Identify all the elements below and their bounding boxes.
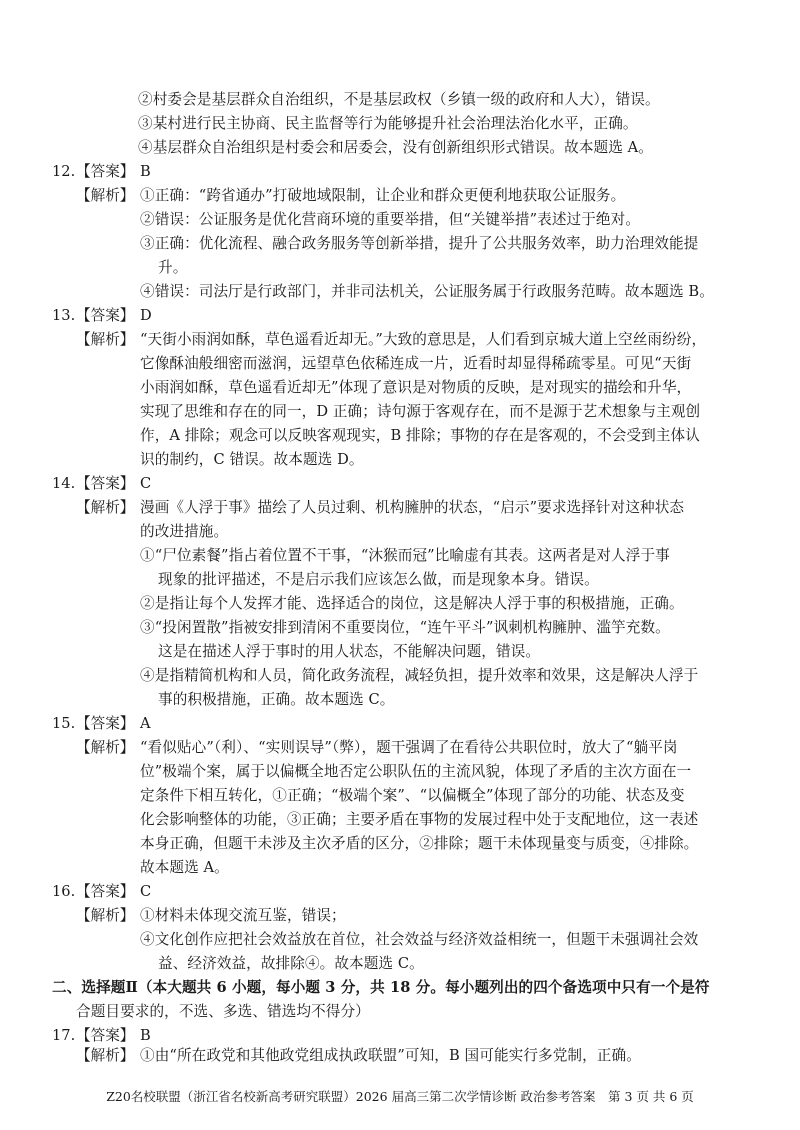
- answer-value: B: [140, 163, 151, 180]
- text-line: 本身正确，但题干未涉及主次矛盾的区分，②排除；题干未体现量变与质变，④排除。: [140, 835, 699, 852]
- text-line: ③某村进行民主协商、民主监督等行为能够提升社会治理法治化水平，正确。: [138, 115, 638, 132]
- text-line: 实现了思维和存在的同一，D 正确；诗句源于客观存在，而不是源于艺术想象与主观创: [140, 403, 701, 420]
- text-line: 这是在描述人浮于事时的用人状态，不能解决问题，错误。: [158, 643, 541, 660]
- analysis-label: 【解析】: [76, 1047, 135, 1064]
- text-line: ④基层群众自治组织是村委会和居委会，没有创新组织形式错误。故本题选 A。: [138, 139, 653, 156]
- text-line: ③正确：优化流程、融合政务服务等创新举措，提升了公共服务效率，助力治理效能提: [140, 235, 699, 252]
- analysis-label: 【解析】: [76, 739, 135, 756]
- answer-value: D: [140, 307, 152, 324]
- answer-label: 【答案】: [76, 1027, 135, 1044]
- analysis-label: 【解析】: [76, 907, 135, 924]
- text-line: 识的制约，C 错误。故本题选 D。: [140, 451, 364, 468]
- answer-label: 【答案】: [76, 163, 135, 180]
- text-line: 漫画《人浮于事》描绘了人员过剩、机构臃肿的状态，“启示”要求选择针对这种状态: [140, 499, 685, 516]
- text-line: ①正确：“跨省通办”打破地域限制，让企业和群众更便利地获取公证服务。: [140, 187, 626, 204]
- text-line: “天街小雨润如酥，草色遥看近却无。”大致的意思是，人们看到京城大道上空丝雨纷纷，: [140, 331, 707, 348]
- text-line: ①材料未体现交流互鉴，错误；: [140, 907, 346, 924]
- text-line: 现象的批评描述，不是启示我们应该怎么做，而是现象本身。错误。: [158, 571, 599, 588]
- question-number: 15.: [52, 715, 76, 732]
- text-line: 事的积极措施，正确。故本题选 C。: [158, 691, 395, 708]
- text-line: ④文化创作应把社会效益放在首位，社会效益与经济效益相统一，但题干未强调社会效: [140, 931, 699, 948]
- text-line: ①“尸位素餐”指占着位置不干事，“沐猴而冠”比喻虚有其表。这两者是对人浮于事: [140, 547, 670, 564]
- answer-value: A: [140, 715, 151, 732]
- section-title-continued: 合题目要求的，不选、多选、错选均不得分）: [76, 1003, 370, 1020]
- text-line: 化会影响整体的功能，③正确；主要矛盾在事物的发展过程中处于支配地位，这一表述: [140, 811, 699, 828]
- text-line: 益、经济效益，故排除④。故本题选 C。: [158, 955, 424, 972]
- text-line: ②村委会是基层群众自治组织，不是基层政权（乡镇一级的政府和人大），错误。: [138, 91, 660, 108]
- text-line: 定条件下相互转化，①正确；“极端个案”、“以偏概全”体现了部分的功能、状态及变: [140, 787, 685, 804]
- question-number: 16.: [52, 883, 76, 900]
- answer-label: 【答案】: [76, 475, 135, 492]
- answer-value: C: [140, 883, 152, 900]
- text-line: 它像酥油般细密而滋润，远望草色依稀连成一片，近看时却显得稀疏零星。可见“天街: [140, 355, 692, 372]
- section-title: 二、选择题Ⅱ（本大题共 6 小题，每小题 3 分，共 18 分。每小题列出的四个备选项中只有一个是符: [52, 979, 710, 996]
- answer-value: B: [140, 1027, 151, 1044]
- question-number: 12.: [52, 163, 76, 180]
- text-line: ②错误：公证服务是优化营商环境的重要举措，但“关键举措”表述过于绝对。: [140, 211, 641, 228]
- answer-value: C: [140, 475, 152, 492]
- text-line: 故本题选 A。: [140, 859, 229, 876]
- text-line: 小雨润如酥，草色遥看近却无”体现了意识是对物质的反映，是对现实的描绘和升华，: [140, 379, 692, 396]
- text-line: 作，A 排除；观念可以反映客观现实，B 排除；事物的存在是客观的，不会受到主体认: [140, 427, 700, 444]
- text-line: 的改进措施。: [140, 523, 229, 540]
- answer-label: 【答案】: [76, 715, 135, 732]
- page-footer: Z20名校联盟（浙江省名校新高考研究联盟）2026 届高三第二次学情诊断 政治参考答案 第 3 页 共 6 页: [106, 1089, 694, 1104]
- question-number: 13.: [52, 307, 76, 324]
- text-line: ④是指精简机构和人员，简化政务流程，减轻负担，提升效率和效果，这是解决人浮于: [140, 667, 699, 684]
- question-number: 14.: [52, 475, 76, 492]
- question-number: 17.: [52, 1027, 76, 1044]
- text-line: ③“投闲置散”指被安排到清闲不重要岗位，“连午平斗”讽刺机构臃肿、滥竽充数。: [140, 619, 670, 636]
- text-line: “看似贴心”（利）、“实则误导”（弊），题干强调了在看待公共职位时，放大了“躺平岗: [140, 739, 678, 756]
- analysis-label: 【解析】: [76, 187, 135, 204]
- analysis-label: 【解析】: [76, 499, 135, 516]
- analysis-label: 【解析】: [76, 331, 135, 348]
- answer-label: 【答案】: [76, 307, 135, 324]
- answer-label: 【答案】: [76, 883, 135, 900]
- text-line: ②是指让每个人发挥才能、选择适合的岗位，这是解决人浮于事的积极措施，正确。: [140, 595, 684, 612]
- text-line: 位”极端个案，属于以偏概全地否定公职队伍的主流风貌，体现了矛盾的主次方面在一: [140, 763, 692, 780]
- text-line: ①由“所在政党和其他政党组成执政联盟”可知，B 国可能实行多党制，正确。: [140, 1047, 641, 1064]
- text-line: ④错误：司法厅是行政部门，并非司法机关，公证服务属于行政服务范畴。故本题选 B。: [140, 283, 714, 300]
- text-line: 升。: [158, 259, 188, 276]
